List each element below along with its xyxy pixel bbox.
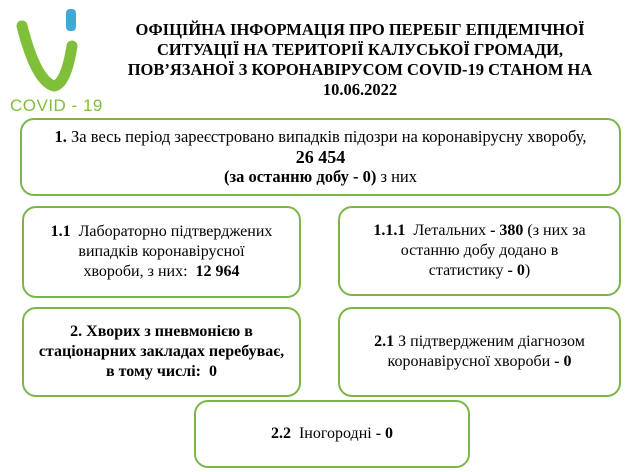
deaths-paren: )	[524, 262, 531, 279]
deaths-text-3: статистику	[428, 262, 504, 279]
pneumonia-text-3: в тому числі:	[106, 363, 201, 380]
pneumonia-box	[22, 307, 301, 397]
logo-caption: COVID - 19	[10, 96, 103, 115]
diagnosis-line-2	[388, 352, 572, 372]
item-number: 1.1	[50, 223, 71, 240]
deaths-label: Летальних	[413, 222, 487, 239]
page-title	[110, 20, 610, 100]
pneumonia-value: 0	[208, 363, 217, 380]
lab-text-2: випадків коронавірусної	[78, 243, 245, 260]
item-number: 2.	[70, 323, 83, 340]
confirmed-diagnosis-box	[338, 307, 621, 397]
total-suspected-daily	[224, 167, 417, 187]
item-number: 2.2	[270, 425, 291, 442]
deaths-line-1	[373, 221, 585, 241]
pneumonia-text-2: стаціонарних закладах перебуває,	[38, 343, 285, 360]
daily-count: (за останню добу - 0)	[223, 167, 377, 186]
daily-tail: з них	[376, 167, 418, 186]
lab-line-3	[83, 262, 239, 282]
lab-confirmed-value: 12 964	[195, 263, 240, 280]
deaths-box	[338, 206, 621, 296]
title-date: 10.06.2022	[322, 80, 398, 99]
pneumonia-line-1	[70, 322, 253, 342]
deaths-text-2: останню добу додано в	[400, 242, 559, 259]
diagnosis-value: - 0	[554, 353, 572, 370]
deaths-value: - 380	[490, 222, 524, 239]
non-residents-box	[194, 400, 470, 468]
deaths-text-1: (з них за	[527, 222, 586, 239]
total-suspected-value: 26 454	[295, 147, 346, 167]
title-line-2: СИТУАЦІЇ НА ТЕРИТОРІЇ КАЛУСЬКОЇ ГРОМАДИ,	[156, 40, 564, 59]
non-residents-line	[271, 424, 393, 444]
item-number: 2.1	[374, 333, 395, 350]
lab-text-1: Лабораторно підтверджених	[78, 223, 273, 240]
lab-confirmed-box	[22, 206, 301, 298]
deaths-daily-value: - 0	[507, 262, 525, 279]
title-line-3: ПОВ’ЯЗАНОЇ З КОРОНАВІРУСОМ COVID-19 СТАНОМ НА	[127, 60, 593, 79]
title-line-1: ОФІЦІЙНА ІНФОРМАЦІЯ ПРО ПЕРЕБІГ ЕПІДЕМІЧНОЇ	[135, 20, 585, 39]
non-residents-value: - 0	[375, 425, 394, 442]
item-text: За весь період зареєстровано випадків підозри на коронавірусну хворобу,	[71, 127, 587, 146]
diagnosis-text-2: коронавірусної хвороби	[387, 353, 551, 370]
non-residents-label: Іногородні	[298, 425, 372, 442]
deaths-line-3	[429, 261, 530, 281]
lab-line-1	[51, 222, 273, 242]
covid-v-icon	[14, 6, 94, 96]
diagnosis-line-1	[374, 332, 585, 352]
diagnosis-text-1: З підтвердженим діагнозом	[398, 333, 585, 350]
covid-logo	[6, 6, 110, 116]
lab-text-3: хвороби, з них:	[83, 263, 188, 280]
pneumonia-text-1: Хворих з пневмонією в	[86, 323, 253, 340]
total-suspected-box	[20, 118, 621, 196]
pneumonia-line-3	[106, 362, 217, 382]
item-number: 1.	[54, 127, 67, 146]
item-number: 1.1.1	[373, 222, 406, 239]
total-suspected-label	[55, 127, 587, 147]
